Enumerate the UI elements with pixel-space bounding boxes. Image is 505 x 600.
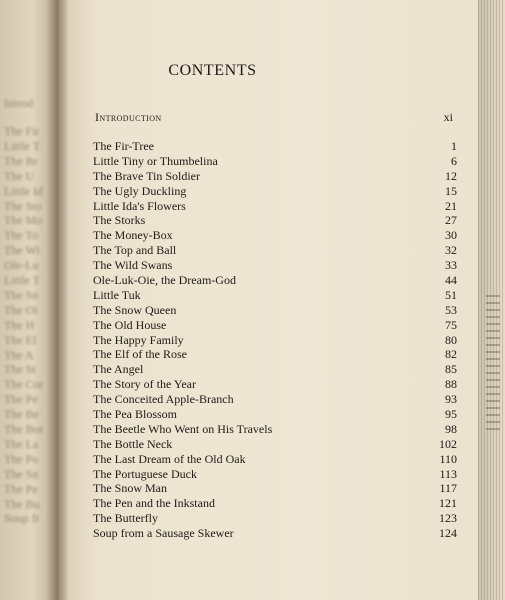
toc-entry-page: 12 xyxy=(445,168,457,183)
left-page-ghost-line: Little T xyxy=(4,273,41,287)
toc-entry xyxy=(93,169,457,184)
toc-entry xyxy=(93,199,457,214)
toc-list xyxy=(93,139,457,541)
left-page-ghost-line: The U xyxy=(4,168,35,183)
left-page-ghost-line: The Be xyxy=(4,407,39,422)
toc-entry-page: 15 xyxy=(445,183,457,198)
toc-entry-page: 102 xyxy=(439,436,457,451)
left-page-ghost-line: The Pe xyxy=(4,392,38,407)
toc-entry-title: The Top and Ball xyxy=(93,243,177,258)
toc-introduction-row xyxy=(95,110,453,125)
toc-entry xyxy=(93,437,457,452)
toc-entry xyxy=(93,496,457,511)
toc-entry xyxy=(93,318,457,333)
toc-entry-page: 113 xyxy=(439,466,457,481)
toc-entry-title: Ole-Luk-Oie, the Dream-God xyxy=(93,273,236,288)
toc-entry-page: 123 xyxy=(439,511,457,526)
toc-entry-page: 98 xyxy=(445,421,457,436)
toc-entry-page: 21 xyxy=(445,198,457,213)
toc-entry xyxy=(93,258,457,273)
toc-entry-page: 44 xyxy=(445,273,457,288)
toc-entry xyxy=(93,377,457,392)
toc-entry xyxy=(93,422,457,437)
toc-entry xyxy=(93,303,457,318)
toc-introduction-page: xi xyxy=(443,110,453,124)
toc-entry xyxy=(93,184,457,199)
toc-entry-title: The Wild Swans xyxy=(93,258,173,273)
toc-entry xyxy=(93,154,457,169)
toc-entry-page: 82 xyxy=(445,347,457,362)
left-page-ghost-line: The Cor xyxy=(4,377,44,392)
toc-entry-page: 33 xyxy=(445,258,457,273)
toc-entry-page: 85 xyxy=(445,362,457,377)
left-page-ghost-line: The Br xyxy=(4,153,38,168)
toc-entry-page: 30 xyxy=(445,228,457,243)
toc-entry-page: 27 xyxy=(445,213,457,228)
toc-entry-title: The Butterfly xyxy=(93,511,158,526)
toc-entry-title: The Snow Man xyxy=(93,481,167,496)
toc-entry-page: 51 xyxy=(445,287,457,302)
toc-entry-title: The Bottle Neck xyxy=(93,436,173,451)
left-page-ghost-line: The Mo xyxy=(4,213,43,228)
toc-entry-title: The Pea Blossom xyxy=(93,407,177,422)
left-page-ghost-line: The Wi xyxy=(4,243,40,258)
toc-entry-page: 117 xyxy=(439,481,457,496)
left-page-ghost-line: The Bot xyxy=(4,422,43,436)
left-page-ghost-line: The H xyxy=(4,317,35,332)
toc-entry-title: The Snow Queen xyxy=(93,302,177,317)
toc-entry xyxy=(93,273,457,288)
toc-entry-title: Little Tuk xyxy=(93,287,141,302)
left-page-ghost-line: The Fir xyxy=(4,124,40,138)
left-page-ghost-line: The Po xyxy=(4,451,39,466)
toc-entry xyxy=(93,407,457,422)
toc-entry-page: 95 xyxy=(445,407,457,422)
toc-entry xyxy=(93,526,457,541)
left-page-ghost-line: Little Id xyxy=(4,183,43,198)
toc-entry xyxy=(93,362,457,377)
toc-entry-page: 6 xyxy=(451,153,457,168)
left-page-ghost-line: The St xyxy=(4,362,36,377)
left-page-ghost-line: The La xyxy=(4,436,39,451)
left-page-ghost-line: The Bu xyxy=(4,496,40,511)
toc-entry-title: The Story of the Year xyxy=(93,377,196,392)
toc-entry-title: The Angel xyxy=(93,362,144,377)
toc-entry-title: The Storks xyxy=(93,213,146,228)
toc-entry-title: The Elf of the Rose xyxy=(93,347,187,362)
left-page-ghost-line: The El xyxy=(4,332,37,347)
contents-heading: CONTENTS xyxy=(168,62,257,79)
left-page-ghost-line: The Sn xyxy=(4,287,39,302)
toc-entry xyxy=(93,333,457,348)
toc-entry-title: The Conceited Apple-Branch xyxy=(93,392,234,407)
toc-entry-page: 75 xyxy=(445,317,457,332)
toc-entry xyxy=(93,392,457,407)
left-page-ghost-line: The A xyxy=(4,347,34,362)
left-facing-page xyxy=(0,0,58,600)
toc-entry-page: 124 xyxy=(439,526,457,541)
left-page-ghost-line: The Pe xyxy=(4,481,38,496)
left-page-ghost-line: The To xyxy=(4,228,38,243)
left-page-ghost-line: Introd xyxy=(4,96,34,110)
toc-entry xyxy=(93,139,457,154)
toc-entry-page: 93 xyxy=(445,392,457,407)
toc-entry-title: The Portuguese Duck xyxy=(93,466,197,481)
toc-entry xyxy=(93,213,457,228)
toc-entry-title: Soup from a Sausage Skewer xyxy=(93,526,234,541)
toc-entry-title: Little Ida's Flowers xyxy=(93,198,186,213)
toc-entry-title: The Brave Tin Soldier xyxy=(93,168,200,183)
toc-entry xyxy=(93,347,457,362)
toc-entry-page: 32 xyxy=(445,243,457,258)
toc-entry xyxy=(93,228,457,243)
toc-entry-title: The Happy Family xyxy=(93,332,184,347)
toc-entry-title: The Ugly Duckling xyxy=(93,183,187,198)
toc-entry-title: The Money-Box xyxy=(93,228,173,243)
page-edges xyxy=(478,0,505,600)
toc-entry-title: The Last Dream of the Old Oak xyxy=(93,451,246,466)
left-page-ghost-line: The Sn xyxy=(4,466,39,481)
left-page-ghost-line: Little T xyxy=(4,138,41,153)
toc-entry-page: 53 xyxy=(445,302,457,317)
toc-entry-page: 121 xyxy=(439,496,457,511)
toc-entry xyxy=(93,288,457,303)
toc-entry-page: 1 xyxy=(451,139,457,153)
page-edges-bleed xyxy=(486,295,500,435)
toc-entry-title: The Fir-Tree xyxy=(93,139,154,153)
toc-entry-title: The Old House xyxy=(93,317,167,332)
left-page-ghost-line: Ole-Lu xyxy=(4,258,39,273)
toc-introduction-label: Introduction xyxy=(95,110,162,124)
toc-entry-page: 110 xyxy=(439,451,457,466)
toc-entry xyxy=(93,481,457,496)
toc-entry-title: The Pen and the Inkstand xyxy=(93,496,215,511)
left-page-ghost-line: The Ol xyxy=(4,302,38,317)
toc-entry xyxy=(93,467,457,482)
toc-entry xyxy=(93,243,457,258)
toc-entry-title: The Beetle Who Went on His Travels xyxy=(93,421,273,436)
toc-entry-title: Little Tiny or Thumbelina xyxy=(93,153,218,168)
toc-entry-page: 88 xyxy=(445,377,457,392)
left-page-ghost-line: Soup fr xyxy=(4,511,40,526)
toc-entry xyxy=(93,511,457,526)
left-page-ghost-line: The Sto xyxy=(4,198,42,213)
toc-entry-page: 80 xyxy=(445,332,457,347)
toc-entry xyxy=(93,452,457,467)
